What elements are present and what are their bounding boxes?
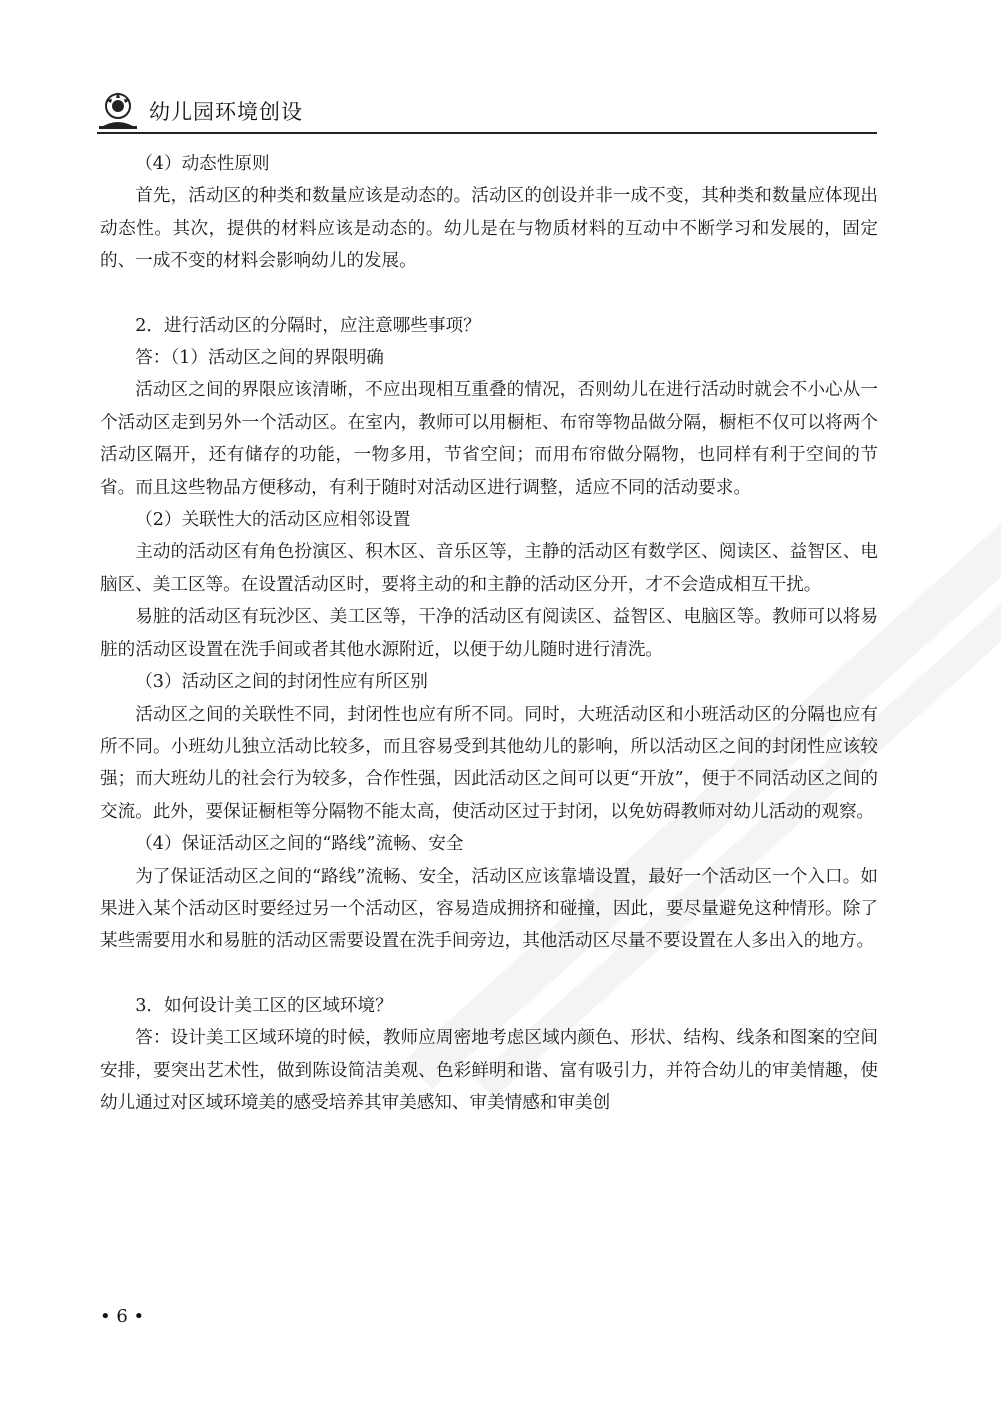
subheading: （4）保证活动区之间的“路线”流畅、安全 (135, 834, 464, 855)
paragraph: 答：（1）活动区之间的界限明确 (135, 348, 384, 369)
paragraph-gap (100, 278, 878, 310)
publisher-logo-icon (97, 90, 139, 130)
paragraph: 为了保证活动区之间的“路线”流畅、安全，活动区应该靠墙设置，最好一个活动区一个入口。如果进入某个活动区时要经过另一个活动区，容易造成拥挤和碰撞，因此，要尽量避免这种情形。除了某些需要用水和易脏的活动区需要设置在洗手间旁边，其他活动区尽量不要设置在人多出入的地方。 (100, 866, 878, 952)
paragraph: 3．如何设计美工区的区域环境？ (135, 995, 393, 1016)
page-number: • 6 • (100, 1306, 145, 1327)
body-text (100, 148, 878, 1119)
subheading: （3）活动区之间的封闭性应有所区别 (135, 672, 428, 693)
paragraph-gap (100, 958, 878, 990)
paragraph: 答：设计美工区域环境的时候，教师应周密地考虑区域内颜色、形状、结构、线条和图案的空间安排，要突出艺术性，做到陈设简洁美观、色彩鲜明和谐、富有吸引力，并符合幼儿的审美情趣，使幼儿通过对区域环境美的感受培养其审美感知、审美情感和审美创 (100, 1028, 878, 1113)
paragraph: 活动区之间的界限应该清晰，不应出现相互重叠的情况，否则幼儿在进行活动时就会不小心从一个活动区走到另外一个活动区。在室内，教师可以用橱柜、布帘等物品做分隔，橱柜不仅可以将两个活动区隔开，还有储存的功能，一物多用，节省空间；而用布帘做分隔物，也同样有利于空间的节省。而且这些物品方便移动，有利于随时对活动区进行调整，适应不同的活动要求。 (100, 380, 878, 498)
book-title: 幼儿园环境创设 (149, 100, 303, 124)
paragraph: 2．进行活动区的分隔时，应注意哪些事项？ (135, 315, 481, 336)
subheading: （4）动态性原则 (135, 154, 270, 174)
paragraph: 易脏的活动区有玩沙区、美工区等，干净的活动区有阅读区、益智区、电脑区等。教师可以将易脏的活动区设置在洗手间或者其他水源附近，以便于幼儿随时进行清洗。 (100, 607, 878, 660)
subheading: （2）关联性大的活动区应相邻设置 (135, 510, 411, 531)
paragraph: 活动区之间的关联性不同，封闭性也应有所不同。同时，大班活动区和小班活动区的分隔也应有所不同。小班幼儿独立活动比较多，而且容易受到其他幼儿的影响，所以活动区之间的封闭性应该较强；而大班幼儿的社会行为较多，合作性强，因此活动区之间可以更“开放”，便于不同活动区之间的交流。此外，要保证橱柜等分隔物不能太高，使活动区过于封闭，以免妨碍教师对幼儿活动的观察。 (100, 704, 878, 822)
paragraph: 主动的活动区有角色扮演区、积木区、音乐区等，主静的活动区有数学区、阅读区、益智区、电脑区、美工区等。在设置活动区时，要将主动的和主静的活动区分开，才不会造成相互干扰。 (100, 542, 878, 595)
paragraph: 首先，活动区的种类和数量应该是动态的。活动区的创设并非一成不变，其种类和数量应体现出动态性。其次，提供的材料应该是动态的。幼儿是在与物质材料的互动中不断学习和发展的，固定的、一成不变的材料会影响幼儿的发展。 (100, 186, 878, 272)
running-header (97, 90, 877, 132)
header-divider (97, 132, 877, 134)
